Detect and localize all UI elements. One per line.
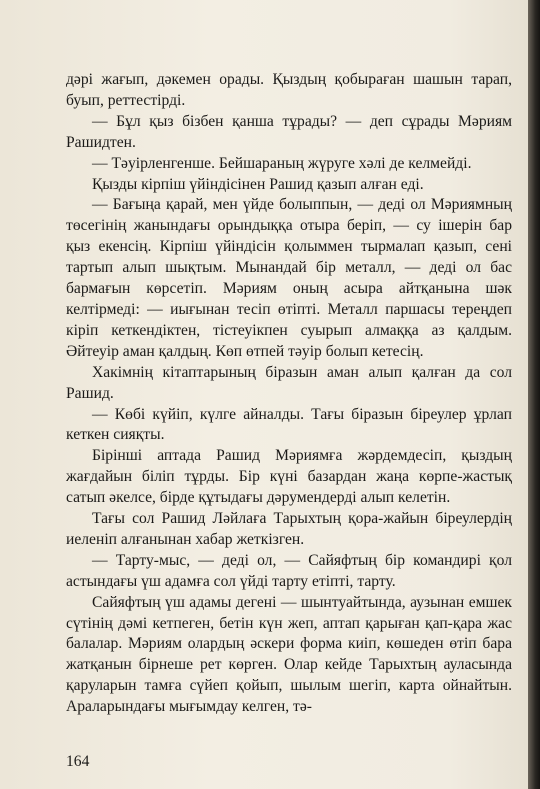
paragraph-3: — Тәуірленгенше. Бейшараның жүруге хәлі де келмейді. — [92, 154, 472, 172]
paragraph-10: — Тарту-мыс, — деді ол, — Сайяфтың бір командирі қол астындағы үш адамға сол үйді тарту етіпті, тарту. — [66, 551, 512, 590]
page-number: 164 — [66, 753, 90, 770]
paragraph-9: Тағы сол Рашид Ләйлаға Тарыхтың қора-жайын біреулердің иеленіп алғанынан хабар жеткізген. — [66, 510, 512, 548]
paragraph-1: дәрі жағып, дәкемен орады. Қыздың қобыраған шашын тарап, буып, реттестірді. — [66, 71, 512, 109]
paragraph-2: — Бұл қыз бізбен қанша тұрады? — деп сұрады Мәриям Рашидтен. — [66, 112, 512, 151]
page-text — [66, 70, 512, 718]
paragraph-6: Хакімнің кітаптарының біразын аман алып қалған да сол Рашид. — [66, 363, 512, 402]
paragraph-11: Сайяфтың үш адамы дегені — шынтуайтында, аузынан емшек сүтінің дәмі кетпеген, бетін күн жеп, аптап қарыған қап-қара жас балалар. Мәриям олардың әскери форма киіп, көшеден өтіп бара жатқанын бірнеше рет көрген. Олар кейде Тарыхтың ауласында қаруларын тамға сүйеп қойып, шылым шегіп, карта ойнайтын. Араларындағы мығымдау келген, тә- — [66, 593, 512, 716]
page-edge-shadow — [528, 0, 540, 789]
paragraph-8: Бірінші аптада Рашид Мәриямға жәрдемдесіп, қыздың жағдайын біліп тұрды. Бір күні базардан жаңа көрпе-жастық сатып әкелсе, бірде құтыдағы дәрумендерді алып келетін. — [66, 447, 512, 507]
paragraph-5: — Бағыңа қарай, мен үйде болыппын, — деді ол Мәриямның төсегінің жанындағы орындыққа отыра беріп, — су ішерін бар қыз екенсің. Кірпіш үйіндісін қолыммен тырмалап қазып, сені тартып алып шықтым. Мынандай бір металл, — деді ол бас бармағын көрсетіп. Мәриям оның асыра айтқанына шәк келтірмеді: — иығынан тесіп өтіпті. Металл паршасы тереңдеп кіріп кеткендіктен, тістеуікпен суырып алмаққа аз қалдым. Әйтеуір аман қалдың. Көп өтпей тәуір болып кетесің. — [66, 196, 512, 360]
paragraph-7: — Көбі күйіп, күлге айналды. Тағы біразын біреулер ұрлап кеткен сияқты. — [66, 405, 512, 444]
paragraph-4: Қызды кірпіш үйіндісінен Рашид қазып алған еді. — [92, 175, 424, 193]
